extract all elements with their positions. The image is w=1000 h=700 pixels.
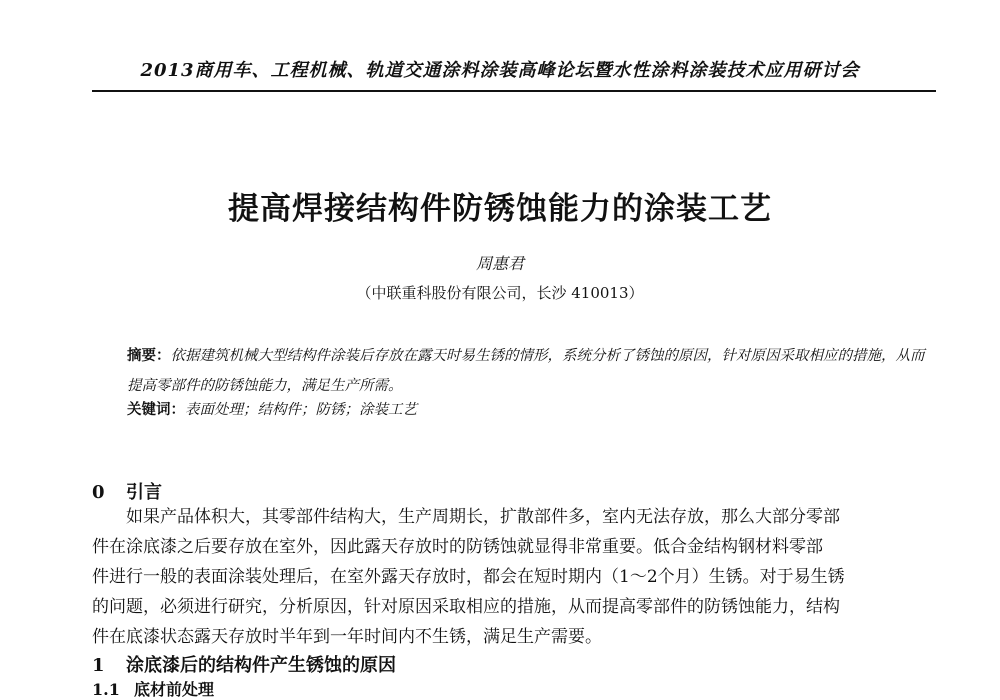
keywords-text: 表面处理；结构件；防锈；涂装工艺 (185, 402, 417, 418)
abstract-text: 依据建筑机械大型结构件涂装后存放在露天时易生锈的情形，系统分析了锈蚀的原因，针对原因采取相应的措施，从而提高零部件的防锈蚀能力，满足生产所需。 (127, 348, 925, 394)
author-name: 周惠君 (475, 254, 524, 273)
paper-title: 提高焊接结构件防锈蚀能力的涂装工艺 (228, 191, 772, 227)
subsection-heading-substrate-pretreatment (92, 677, 214, 700)
keywords-label: 关键词： (127, 402, 185, 418)
section-title: 底材前处理 (134, 680, 215, 699)
body-line: 件在底漆状态露天存放时半年到一年时间内不生锈，满足生产需要。 (92, 627, 602, 647)
abstract (127, 341, 927, 401)
abstract-label: 摘要： (127, 348, 171, 364)
body-line: 件进行一般的表面涂装处理后，在室外露天存放时，都会在短时期内（1～2个月）生锈。对于易生锈 (92, 567, 845, 587)
running-header: 2013商用车、工程机械、轨道交通涂料涂装高峰论坛暨水性涂料涂装技术应用研讨会 (140, 60, 860, 81)
header-rule (92, 90, 936, 92)
section-number: 1 (92, 655, 105, 676)
body-line: 的问题，必须进行研究，分析原因，针对原因采取相应的措施，从而提高零部件的防锈蚀能力，结构 (92, 597, 840, 617)
keywords (127, 398, 927, 419)
body-line: 件在涂底漆之后要存放在室外，因此露天存放时的防锈蚀就显得非常重要。低合金结构钢材料零部 (92, 537, 823, 557)
section-title: 涂底漆后的结构件产生锈蚀的原因 (126, 655, 396, 676)
section-title: 引言 (126, 482, 162, 503)
author-affiliation: （中联重科股份有限公司，长沙 410013） (356, 284, 644, 302)
section-heading-introduction (92, 478, 162, 504)
body-line: 如果产品体积大，其零部件结构大，生产周期长，扩散部件多，室内无法存放，那么大部分零部 (126, 507, 840, 527)
introduction-body (92, 502, 942, 652)
section-number: 1.1 (92, 680, 120, 699)
section-heading-rust-causes (92, 651, 396, 677)
section-number: 0 (92, 482, 105, 503)
